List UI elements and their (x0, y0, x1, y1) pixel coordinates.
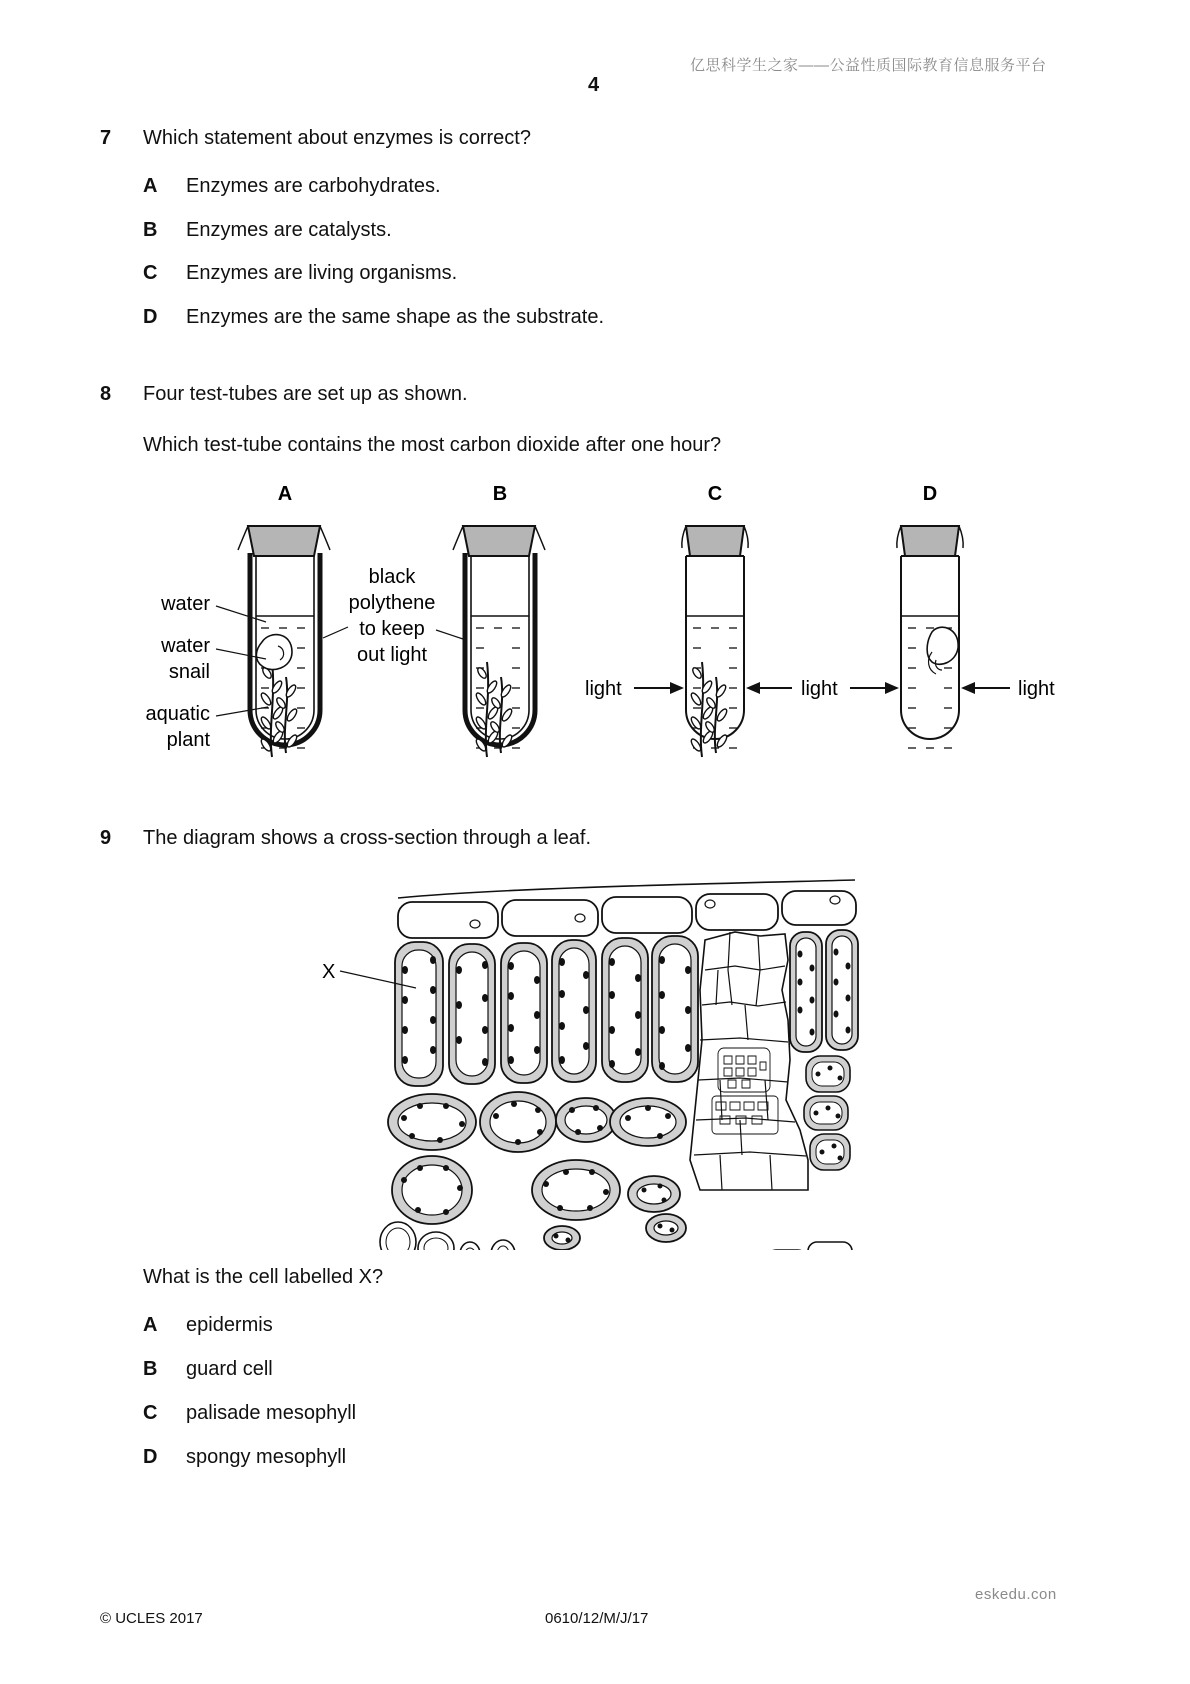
option-letter-b: B (143, 219, 158, 241)
question-number: 7 (100, 127, 112, 149)
label-black-polythene-line3: to keep (359, 618, 425, 640)
test-tube-diagram (0, 470, 1190, 790)
option-text-a: Enzymes are carbohydrates. (186, 175, 441, 197)
footer-paper-code: 0610/12/M/J/17 (545, 1610, 649, 1627)
label-water-snail-line2: snail (168, 661, 210, 683)
option-letter-d: D (143, 1446, 158, 1468)
option-letter-a: A (143, 1314, 158, 1336)
question-text: The diagram shows a cross-section through a leaf. (143, 827, 591, 849)
question-text: Four test-tubes are set up as shown. (143, 383, 468, 405)
label-x: X (322, 961, 336, 983)
label-light-3: light (1018, 678, 1055, 700)
header-watermark: 亿思科学生之家——公益性质国际教育信息服务平台 (690, 57, 1047, 74)
question-number: 8 (100, 383, 112, 405)
option-text-b: guard cell (186, 1358, 273, 1380)
question-subtext: What is the cell labelled X? (143, 1266, 384, 1288)
option-letter-b: B (143, 1358, 158, 1380)
label-light-2: light (801, 678, 838, 700)
footer-watermark: eskedu.con (975, 1586, 1057, 1603)
question-subtext: Which test-tube contains the most carbon dioxide after one hour? (143, 434, 722, 456)
option-text-d: spongy mesophyll (186, 1446, 347, 1468)
label-aquatic-plant-line1: aquatic (145, 703, 210, 725)
label-aquatic-plant-line2: plant (166, 729, 210, 751)
option-text-a: epidermis (186, 1314, 273, 1336)
tube-label-b: B (492, 483, 508, 505)
test-tube-d (897, 526, 963, 748)
option-letter-d: D (143, 306, 158, 328)
test-tube-a (238, 526, 330, 757)
option-text-c: palisade mesophyll (186, 1402, 357, 1424)
option-text-c: Enzymes are living organisms. (186, 262, 458, 284)
footer-copyright: © UCLES 2017 (100, 1610, 203, 1627)
test-tube-c (682, 526, 748, 757)
question-text: Which statement about enzymes is correct? (143, 127, 531, 149)
label-water: water (161, 593, 210, 615)
leaf-cross-section-diagram (0, 870, 1190, 1250)
label-black-polythene-line2: polythene (348, 592, 436, 614)
label-black-polythene-line1: black (368, 566, 416, 588)
page-number: 4 (588, 74, 600, 96)
label-black-polythene-line4: out light (356, 644, 428, 666)
label-light-1: light (585, 678, 622, 700)
label-water-snail-line1: water (161, 635, 210, 657)
option-letter-c: C (143, 1402, 158, 1424)
tube-label-d: D (922, 483, 938, 505)
test-tube-b (453, 526, 545, 757)
question-number: 9 (100, 827, 112, 849)
option-text-b: Enzymes are catalysts. (186, 219, 392, 241)
tube-label-c: C (707, 483, 723, 505)
option-text-d: Enzymes are the same shape as the substrate. (186, 306, 604, 328)
option-letter-c: C (143, 262, 158, 284)
option-letter-a: A (143, 175, 158, 197)
tube-label-a: A (277, 483, 293, 505)
